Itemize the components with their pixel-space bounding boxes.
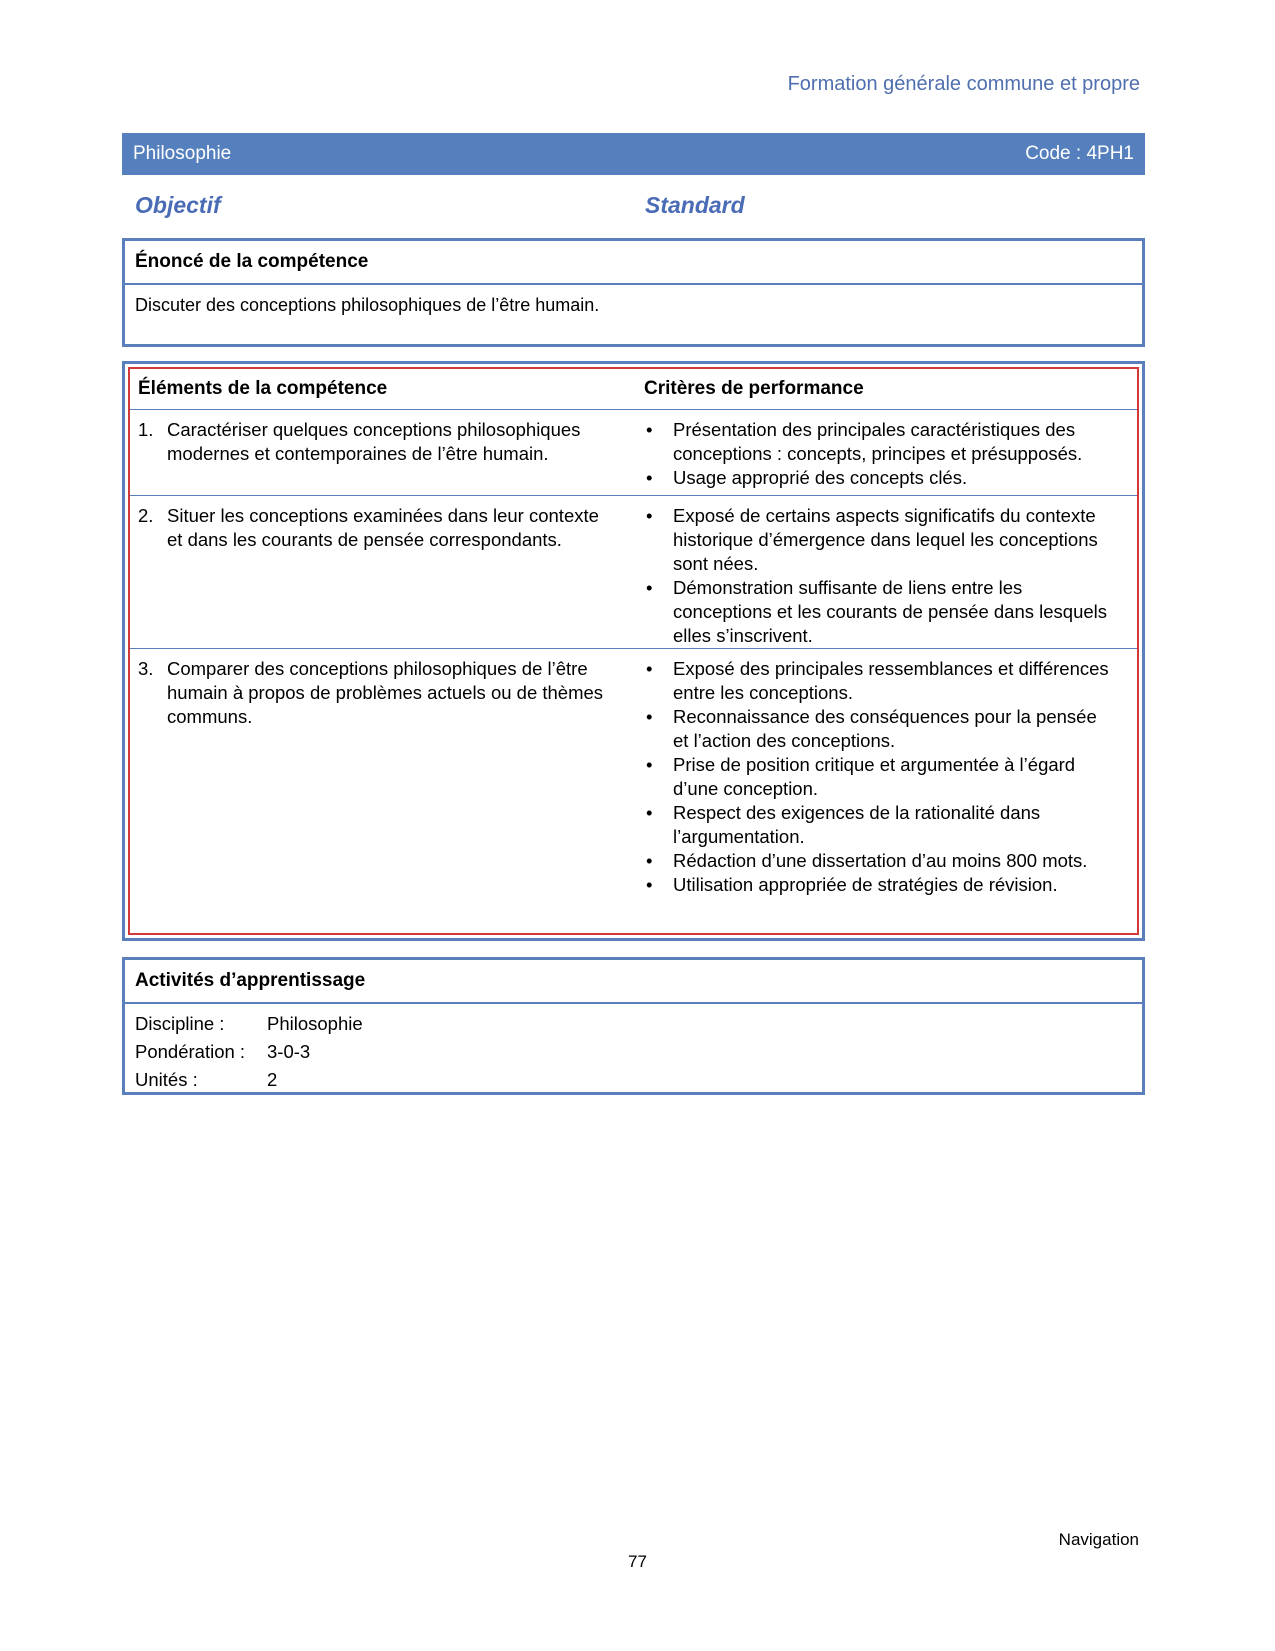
enonce-section <box>122 238 1145 347</box>
info-row <box>135 1066 1132 1094</box>
info-value: 2 <box>267 1069 278 1090</box>
enonce-title: Énoncé de la compétence <box>125 241 1142 285</box>
criterion-item: • Usage approprié des concepts clés. <box>646 467 968 488</box>
activites-section <box>122 957 1145 1095</box>
info-row <box>135 1038 1132 1066</box>
element-text: Caractériser quelques conceptions philosophiques modernes et contemporaines de l’être humain. <box>167 419 581 464</box>
criterion-item: • Démonstration suffisante de liens entre les conceptions et les courants de pensée dans lesquels elles s’inscrivent. <box>646 577 1108 646</box>
criterion-item: • Exposé de certains aspects significatifs du contexte historique d’émergence dans lequel les conceptions sont nées. <box>646 505 1098 574</box>
bullet-icon: • <box>646 658 653 679</box>
bullet-icon: • <box>646 754 653 775</box>
info-key: Pondération : <box>135 1041 246 1062</box>
enonce-text: Discuter des conceptions philosophiques de l’être humain. <box>135 295 600 315</box>
element-text: Comparer des conceptions philosophiques de l’être humain à propos de problèmes actuels ou de thèmes communs. <box>167 658 604 727</box>
bullet-icon: • <box>646 706 653 727</box>
bullet-icon: • <box>646 850 653 871</box>
element-text: Situer les conceptions examinées dans leur contexte et dans les courants de pensée correspondants. <box>167 505 599 550</box>
criterion-item: • Présentation des principales caractéristiques des conceptions : concepts, principes et présupposés. <box>646 419 1083 464</box>
elements-section <box>122 361 1145 941</box>
objective-label: Objectif <box>135 192 221 218</box>
running-header: Formation générale commune et propre <box>787 73 1140 95</box>
course-title-bar <box>122 133 1145 175</box>
element-number: 2. <box>138 505 154 526</box>
table-row <box>130 649 1137 939</box>
info-key: Discipline : <box>135 1013 225 1034</box>
bullet-icon: • <box>646 874 653 895</box>
info-value: Philosophie <box>267 1013 363 1034</box>
objective-row <box>135 192 755 220</box>
bullet-icon: • <box>646 467 653 488</box>
criterion-item: • Reconnaissance des conséquences pour la pensée et l’action des conceptions. <box>646 706 1097 751</box>
bullet-icon: • <box>646 577 653 598</box>
bullet-icon: • <box>646 419 653 440</box>
criterion-item: • Rédaction d’une dissertation d’au moins 800 mots. <box>646 850 1088 871</box>
course-name: Philosophie <box>133 143 232 164</box>
criteria-header: Critères de performance <box>644 378 864 399</box>
info-value: 3-0-3 <box>267 1041 311 1062</box>
elements-table-header <box>130 369 1137 410</box>
criterion-item: • Respect des exigences de la rationalité dans l’argumentation. <box>646 802 1041 847</box>
page-number: 77 <box>628 1552 647 1571</box>
table-row <box>130 410 1137 496</box>
elements-table <box>128 367 1139 935</box>
activites-title: Activités d’apprentissage <box>125 960 1142 1004</box>
course-code: Code : 4PH1 <box>1025 143 1134 164</box>
criterion-item: • Exposé des principales ressemblances et différences entre les conceptions. <box>646 658 1109 703</box>
bullet-icon: • <box>646 505 653 526</box>
navigation-link[interactable]: Navigation <box>1058 1530 1139 1549</box>
table-row <box>130 496 1137 649</box>
criterion-item: • Prise de position critique et argumentée à l’égard d’une conception. <box>646 754 1076 799</box>
element-number: 3. <box>138 658 154 679</box>
info-key: Unités : <box>135 1069 198 1090</box>
objective-value: Standard <box>645 192 745 218</box>
elements-header: Éléments de la compétence <box>138 378 388 399</box>
element-number: 1. <box>138 419 154 440</box>
criterion-item: • Utilisation appropriée de stratégies de révision. <box>646 874 1058 895</box>
bullet-icon: • <box>646 802 653 823</box>
info-row <box>135 1010 1132 1038</box>
